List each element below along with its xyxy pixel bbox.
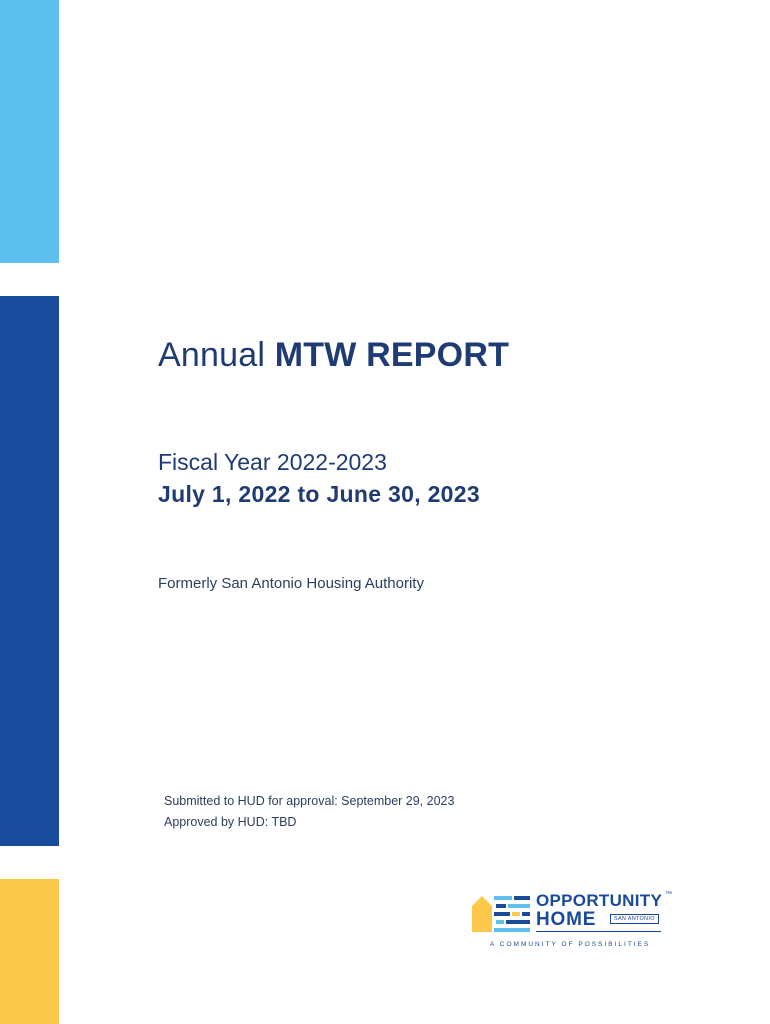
logo-stripe — [494, 912, 510, 916]
logo-location-badge: SAN ANTONIO — [610, 914, 659, 924]
report-title-bold: MTW REPORT — [274, 336, 510, 374]
logo-text-home: HOME — [536, 909, 597, 930]
house-shape — [472, 896, 492, 932]
date-range: July 1, 2022 to June 30, 2023 — [158, 481, 480, 507]
report-title — [158, 336, 509, 375]
accent-bar-light-blue — [0, 0, 59, 263]
logo-stripe — [512, 912, 520, 916]
logo-trademark: ™ — [665, 891, 672, 898]
logo-tagline: A COMMUNITY OF POSSIBILITIES — [490, 941, 651, 948]
logo-stripe — [508, 904, 530, 908]
logo-stripe — [494, 928, 530, 932]
logo-stripe — [522, 912, 530, 916]
logo-stripe — [496, 920, 504, 924]
logo-text-opportunity: OPPORTUNITY — [536, 891, 663, 910]
formerly-note: Formerly San Antonio Housing Authority — [158, 575, 424, 592]
house-icon — [472, 892, 534, 932]
logo-stripe — [494, 896, 512, 900]
accent-bar-navy — [0, 296, 59, 846]
logo-divider — [536, 931, 661, 932]
report-title-light: Annual — [158, 336, 266, 374]
approved-line: Approved by HUD: TBD — [164, 815, 297, 829]
fiscal-year: Fiscal Year 2022-2023 — [158, 449, 387, 475]
logo-stripe — [514, 896, 530, 900]
logo-stripe — [506, 920, 530, 924]
accent-bar-yellow — [0, 879, 59, 1024]
submitted-line: Submitted to HUD for approval: September 29, 2023 — [164, 794, 455, 808]
opportunity-home-logo — [472, 890, 672, 952]
logo-stripe — [496, 904, 506, 908]
